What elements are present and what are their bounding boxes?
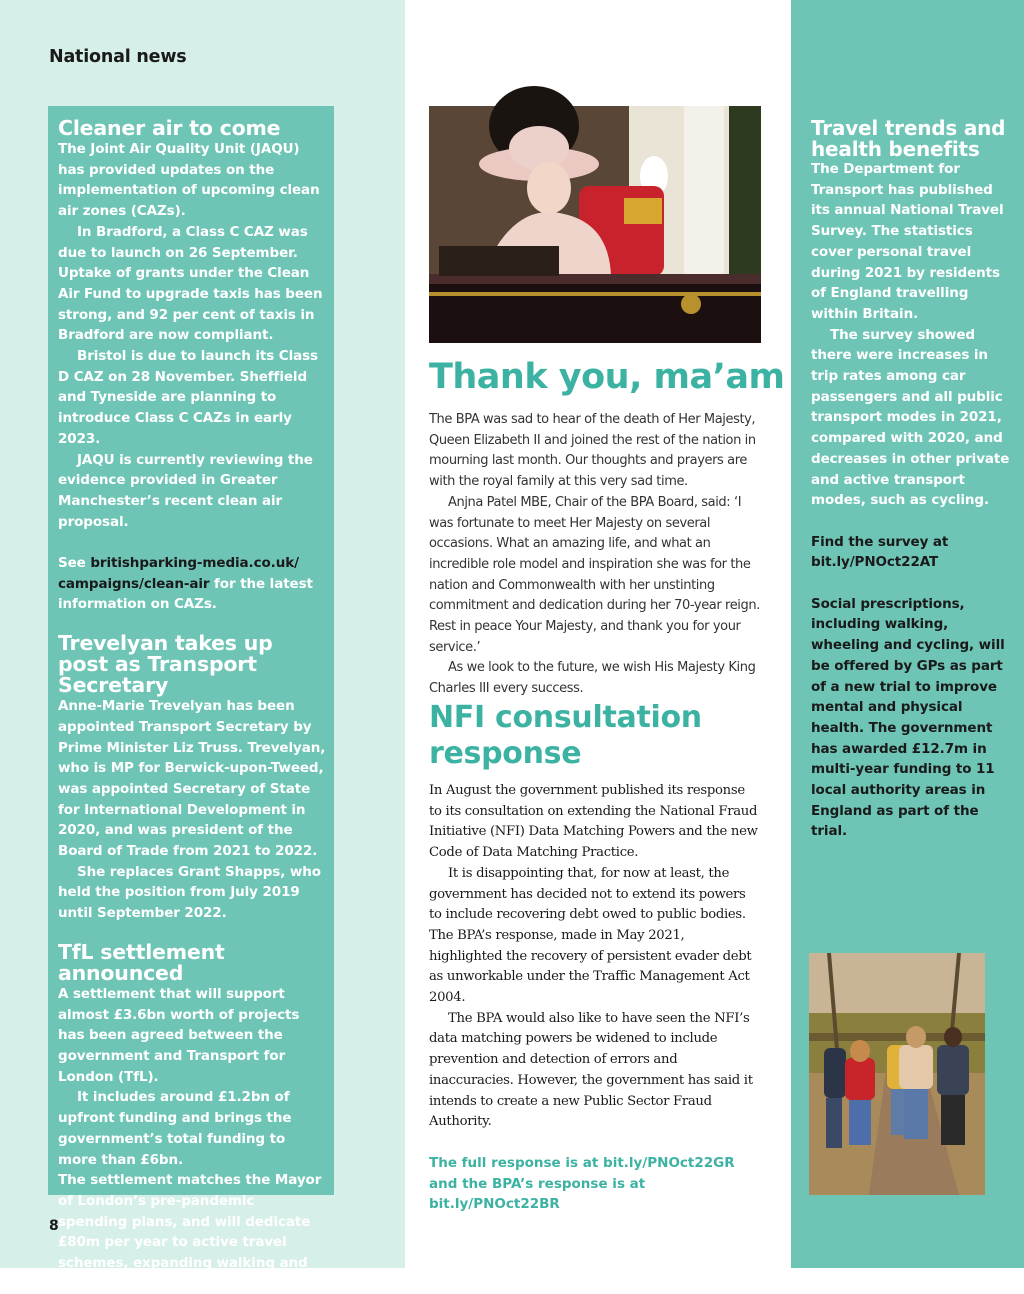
nfi-paragraph: It is disappointing that, for now at least, the government has decided not to extend its powers to include recovering debt owed to public bodies. The BPA’s response, made in May 2021, highlighted the recovery of persistent evader debt as unworkable under the Traffic Management Act 2004. [429, 865, 752, 1006]
trevelyan-heading: Trevelyan takes up post as Transport Secretary [58, 631, 273, 698]
walking-photo [809, 953, 985, 1195]
right-news-column [811, 118, 1011, 842]
travel-paragraph: The Department for Transport has published its annual National Travel Survey. The statistics cover personal travel during 2021 by residents of England travelling within Britain. [811, 161, 1004, 322]
tfl-paragraph: A settlement that will support almost £3.6bn worth of projects has been agreed between the government and Transport for London (TfL). [58, 985, 300, 1085]
left-news-box [48, 106, 334, 1292]
tfl-heading: TfL settlement announced [58, 939, 225, 985]
social-prescriptions-paragraph: Social prescriptions, including walking, wheeling and cycling, will be offered by GPs as part of a new trial to improve mental and physical health. The government has awarded £12.7m in multi-year funding to 11 local authority areas in England as part of the trial. [811, 595, 1005, 840]
clean-air-heading: Cleaner air to come [58, 116, 281, 140]
trevelyan-paragraph: She replaces Grant Shapps, who held the position from July 2019 until September 2022. [58, 863, 321, 922]
nfi-link-gr[interactable]: bit.ly/PNOct22GR [603, 1155, 735, 1171]
thank-you-heading: Thank you, ma’am [429, 357, 785, 397]
section-label: National news [49, 47, 187, 67]
nfi-body [429, 781, 761, 1133]
clean-air-see-more: See britishparking-media.co.uk/ campaigns/clean-air for the latest information on CAZs. [58, 555, 313, 613]
travel-link[interactable]: bit.ly/PNOct22AT [811, 554, 939, 571]
page-number: 8 [49, 1218, 59, 1234]
tfl-paragraph: It includes around £1.2bn of upfront funding and brings the government’s total funding to more than £6bn. [58, 1089, 292, 1168]
queen-photo [429, 106, 761, 343]
nfi-link-br[interactable]: bit.ly/PNOct22BR [429, 1196, 560, 1213]
clean-air-paragraph: In Bradford, a Class C CAZ was due to launch on 26 September. Uptake of grants under the Clean Air Fund to upgrade taxis has been strong, and 92 per cent of taxis in Bradford are now compliant. [58, 223, 323, 344]
clean-air-link[interactable]: britishparking-media.co.uk/ campaigns/clean-air [58, 555, 299, 592]
clean-air-paragraph: The Joint Air Quality Unit (JAQU) has provided updates on the implementation of upcoming clean air zones (CAZs). [58, 141, 320, 220]
thank-you-paragraph: As we look to the future, we wish His Majesty King Charles III every success. [429, 660, 756, 697]
tfl-paragraph: The settlement matches the Mayor of London’s pre-pandemic spending plans, and will dedicate £80m per year to active travel schemes, expanding walking and cycling infrastructure. [58, 1172, 322, 1292]
travel-paragraph: The survey showed there were increases in trip rates among car passengers and all public transport modes in 2021, compared with 2020, and decreases in other private and active transport modes, such as cycling. [811, 326, 1010, 509]
trevelyan-paragraph: Anne-Marie Trevelyan has been appointed Transport Secretary by Prime Minister Liz Truss. Trevelyan, who is MP for Berwick-upon-Tweed, was appointed Secretary of State for International Development in 2020, and was president of the Board of Trade from 2021 to 2022. [58, 698, 326, 860]
clean-air-paragraph: JAQU is currently reviewing the evidence provided in Greater Manchester’s recent clean air proposal. [58, 451, 313, 530]
thank-you-paragraph: The BPA was sad to hear of the death of Her Majesty, Queen Elizabeth II and joined the rest of the nation in mourning last month. Our thoughts and prayers are with the royal family at this very sad time. [429, 412, 756, 490]
nfi-paragraph: The BPA would also like to have seen the NFI’s data matching powers be widened to include prevention and detection of errors and inaccuracies. However, the government has said it intends to create a new Public Sector Fraud Authority. [429, 1010, 753, 1130]
nfi-heading: NFI consultation response [429, 700, 702, 771]
thank-you-body [429, 410, 761, 700]
thank-you-paragraph: Anjna Patel MBE, Chair of the BPA Board, said: ‘I was fortunate to meet Her Majesty on several occasions. What an amazing life, and what an incredible role model and inspiration she was for the nation and Commonwealth with her unstinting commitment and dedication during her 70-year reign. Rest in peace Your Majesty, and thank you for your service.’ [429, 494, 760, 655]
nfi-full-response: The full response is at bit.ly/PNOct22GR and the BPA’s response is at bit.ly/PNOct22BR [429, 1155, 735, 1213]
travel-find-label: Find the survey at [811, 533, 949, 550]
nfi-paragraph: In August the government published its response to its consultation on extending the National Fraud Initiative (NFI) Data Matching Powers and the new Code of Data Matching Practice. [429, 783, 758, 861]
clean-air-paragraph: Bristol is due to launch its Class D CAZ on 28 November. Sheffield and Tyneside are planning to introduce Class C CAZs in early 2023. [58, 348, 318, 447]
travel-heading: Travel trends and health benefits [811, 116, 1006, 161]
